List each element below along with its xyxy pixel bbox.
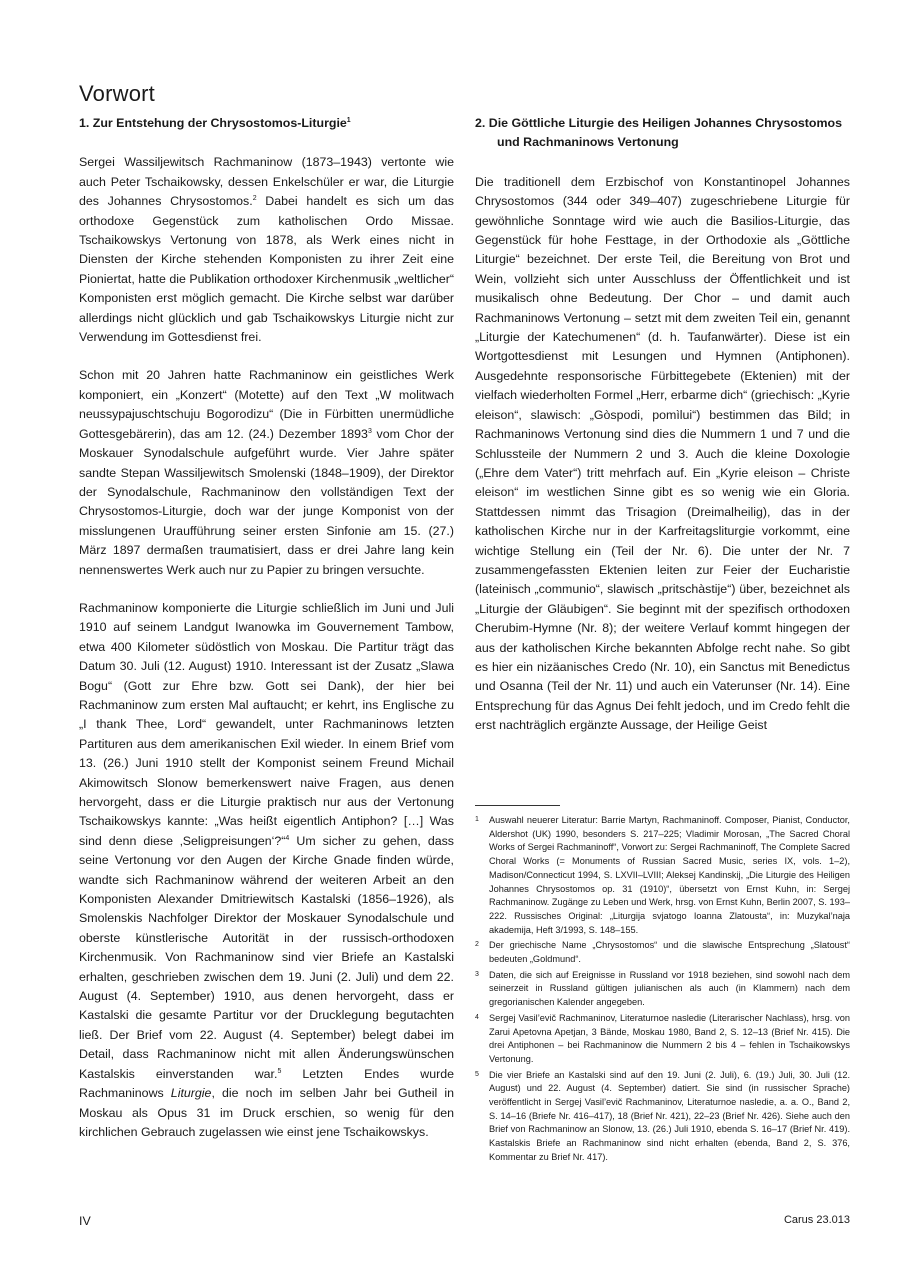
footnote-number: 4: [475, 1013, 479, 1021]
spacer: [79, 133, 454, 153]
page-title: Vorwort: [79, 80, 155, 106]
footnote: [475, 969, 850, 1010]
footnote-number: 5: [475, 1070, 479, 1078]
footnote-number: 3: [475, 970, 479, 978]
footnote: [475, 1069, 850, 1165]
work-title: Liturgie: [170, 1086, 212, 1101]
section-heading-2: 2. Die Göttliche Liturgie des Heiligen Johannes Chrysostomos und Rachmaninows Vertonung: [475, 116, 842, 150]
paragraph: [79, 599, 454, 1142]
footnote: [475, 939, 850, 966]
footnote: [475, 814, 850, 937]
footnotes: [475, 814, 850, 1167]
right-column: [475, 114, 850, 736]
paragraph: [79, 366, 454, 579]
footnote: [475, 1012, 850, 1067]
footnote-text: Sergej Vasil’evič Rachmaninov, Literaturnoe nasledie (Literarischer Nachlass), hrsg. von Zarui Apetovna Apetjan, 3 Bände, Moskau 1980, Band 2, S. 12–13 (Brief Nr. 415). Die drei Antiphonen – bei Rachmaninow die Nummern 2 bis 4 – fehlen in Tschaikowskys Vertonung.: [489, 1012, 850, 1064]
section-heading-1: [79, 114, 454, 133]
paragraph-text: Um sicher zu gehen, dass seine Vertonung vor den Augen der Kirche Gnade finden würde, wandte sich Rachmaninow während der weiteren Arbeit an den Komponisten Alexander Dmitriewitsch Kastalski (1856–1926), als Smolenskis Nachfolger Direktor der Moskauer Synodalschule und oberste künstlerische Autorität in der russisch-orthodoxen Kirchenmusik. Von Rachmaninow sind vier Briefe an Kastalski erhalten, geschrieben zwischen dem 19. Juni (2. Juli) und dem 22. August (4. September) 1910, aus denen hervorgeht, dass er Kastalski die gesamte Partitur vor der Drucklegung begutachten ließ. Der Brief vom 22. August (4. September) belegt dabei im Detail, dass Rachmaninow nicht mit allen Änderungswünschen Kastalskis einverstanden war.: [79, 833, 454, 1081]
publisher-catalog-number: Carus 23.013: [783, 1214, 850, 1226]
footnote-number: 2: [475, 941, 479, 949]
footnote-text: Die vier Briefe an Kastalski sind auf den 19. Juni (2. Juli), 6. (19.) Juli, 30. Juli (12. August) und 22. August (4. September) datiert. Sie sind (in russischer Sprache) veröffentlicht in Sergej Vasil’evič Rachmaninov, Literaturnoe nasledie, a. a. O., Band 2, S. 14–16 (Briefe Nr. 416–417), 18 (Brief Nr. 421), 22–23 (Brief Nr. 426). Siehe auch den Brief von Rachmaninow an Slonow, 13. (26.) Juli 1910, ebenda S. 16–17 (Brief Nr. 419). Kastalskis Briefe an Rachmaninow sind nicht erhalten (ebenda, Band 2, S. 376, Kommentar zu Brief Nr. 417).: [489, 1069, 850, 1162]
paragraph-text: Sergei Wassiljewitsch Rachmaninow (1873–1943) vertonte wie auch Peter Tschaikowsky, dessen Enkelschüler er war, die Liturgie des Johannes Chrysostomos.: [79, 155, 454, 209]
footnote-ref-2: 2: [252, 195, 257, 203]
footnote-text: Daten, die sich auf Ereignisse in Russland vor 1918 beziehen, sind sowohl nach dem seinerzeit in Russland gültigen julianischen als auch (in Klammern) nach dem gregorianischen Kalender angegeben.: [489, 969, 850, 1008]
paragraph: [79, 153, 454, 347]
paragraph-text: , die noch im selben Jahr bei Gutheil in Moskau als Opus 31 im Druck erschien, so wenig für den kirchlichen Gebrauch zugelassen wie einst jene Tschaikowskys.: [79, 1086, 455, 1139]
paragraph: Die traditionell dem Erzbischof von Konstantinopel Johannes Chrysostomos (344 oder 349–407) zugeschriebene Liturgie für gewöhnliche Sonntage wird wie auch die Basilios-Liturgie, das Gegenstück für hohe Festtage, in der Orthodoxie als „Göttliche Liturgie“ bezeichnet. Der erste Teil, die Bereitung von Brot und Wein, vollzieht sich unter Ausschluss der Öffentlichkeit und ist musikalisch ohne Bedeutung. Der Chor – und damit auch Rachmaninows Vertonung – setzt mit dem zweiten Teil ein, genannt „Liturgie der Katechumenen“ (d. h. Taufanwärter). Diese ist ein Wortgottesdienst mit Lesungen und Hymnen (Antiphonen). Ausgedehnte responsorische Fürbittegebete (Ektenien) mit der vielfach wiederholten Formel „Herr, erbarme dich“ (griechisch: „Kyrie eleison“, slawisch: „Gòspodi, pomìlui“) bestimmen das Bild; in Rachmaninows Vertonung sind dies die Nummern 1 und 7 und die Schlussteile der Nummern 2 und 3. Auch die kleine Doxologie („Ehre dem Vater“) tritt mehrfach auf. Ein „Kyrie eleison – Christe eleison“ im westlichen Sinne gibt es so wenig wie ein Gloria. Stattdessen nimmt das Trisagion (Dreimalheilig), das in der katholischen Kirche nur in der Karfreitagsliturgie vorkommt, eine wichtige Stellung ein (Teil der Nr. 6). Die unter der Nr. 7 zusammengefassten Ektenien leiten zur Feier der Eucharistie (lateinisch „communio“, slawisch „pritschàstije“) über, bezeichnet als „Liturgie der Gläubigen“. Sie beginnt mit der spezifisch orthodoxen Cherubim-Hymne (Nr. 8); der weitere Verlauf kommt hingegen der aus der katholischen Kirche bekannten Abfolge recht nahe. So gibt es hier ein nizäanisches Credo (Nr. 10), ein Sanctus mit Benedictus und Osanna (Teil der Nr. 11) und auch ein Vaterunser (Nr. 14). Eine Entsprechung für das Agnus Dei fehlt jedoch, und im Credo fehlt die erst nachträglich ergänzte Aussage, der Heilige Geist: [475, 174, 850, 733]
paragraph-text: Rachmaninow komponierte die Liturgie schließlich im Juni und Juli 1910 auf seinem Landgut Iwanowka im Gouvernement Tambow, etwa 400 Kilometer südöstlich von Moskau. Die Partitur trägt das Datum 30. Juli (12. August) 1910. Interessant ist der Zusatz „Slawa Bogu“ (Gott zur Ehre bzw. Gott sei Dank), der hier bei Rachmaninow zum ersten Mal auftaucht; er kehrt, ins Englische zu „I thank Thee, Lord“ gewandelt, unter Rachmaninows letzten Partituren aus dem amerikanischen Exil wieder. In einem Brief vom 13. (26.) Juni 1910 stellt der Komponist seinem Freund Michail Akimowitsch Slonow bemerkenswert naive Fragen, aus denen hervorgeht, dass er die Liturgie praktisch nur aus der Vertonung Tschaikowskys kannte: „Was heißt eigentlich Antiphon? […] Was sind denn diese ‚Seligpreisungen‘?“: [79, 600, 454, 848]
footnote-ref-3: 3: [367, 427, 372, 435]
paragraph-text: vom Chor der Moskauer Synodalschule aufgeführt wurde. Vier Jahre später sandte Stepan Wassiljewitsch Smolenski (1848–1909), der Direktor der Synodalschule, Rachmaninow den vollständigen Text der Chrysostomos-Liturgie, doch war der junge Komponist von der misslungenen Uraufführung seiner ersten Sinfonie am 15. (27.) März 1897 dermaßen traumatisiert, dass er drei Jahre lang kein nennenswertes Werk auch nur zu Papier zu bringen versuchte.: [79, 426, 454, 577]
footnote-ref-4: 4: [285, 834, 290, 842]
footnote-ref-1: 1: [346, 117, 351, 124]
footnote-ref-5: 5: [277, 1067, 282, 1075]
footnote-rule: [475, 805, 560, 806]
footnote-text: Der griechische Name „Chrysostomos“ und die slawische Entsprechung „Slatoust“ bedeuten „Goldmund“.: [489, 940, 850, 965]
section-heading-1-text: 1. Zur Entstehung der Chrysostomos-Liturgie: [79, 116, 347, 130]
left-column: [79, 114, 454, 1142]
paragraph-text: Letzten Endes wurde Rachmaninows: [79, 1066, 454, 1101]
footnote-number: 1: [475, 816, 479, 823]
paragraph-text: Schon mit 20 Jahren hatte Rachmaninow ein geistliches Werk komponiert, ein „Konzert“ (Motette) auf den Text „W molitwach neussypajuschtschuju Bogorodizu“ (Die in Fürbitten unermüdliche Gottesgebärerin), das am 12. (24.) Dezember 1893: [79, 368, 454, 441]
paragraph-text: Dabei handelt es sich um das orthodoxe Gegenstück zum katholischen Ordo Missae. Tschaikowskys Vertonung von 1878, als Werk eines nicht in Diensten der Kirche stehenden Komponisten zu ihrer Zeit eine Pioniertat, hatte die Publikation orthodoxer Kirchenmusik „weltlicher“ Komponisten erst möglich gemacht. Die Kirche selbst war darüber allerdings nicht glücklich und gab Tschaikowskys Liturgie nicht zur Verwendung im Gottesdienst frei.: [79, 194, 454, 345]
page-number: IV: [79, 1214, 91, 1228]
spacer: [475, 153, 850, 173]
footnote-text: Auswahl neuerer Literatur: Barrie Martyn, Rachmaninoff. Composer, Pianist, Conductor, Aldershot (UK) 1990, besonders S. 217–225; Vladimir Morosan, „The Sacred Choral Works of Sergei Rachmaninoff“, Vorwort zu: Sergei Rachmaninoff, The Complete Sacred Choral Works (= Monuments of Russian Sacred Music, series IX, vols. 1–2), Madison/Connecticut 1994, S. LXVII–LVIII; Aleksej Kandinskij, „Die Liturgie des Heiligen Johannes Chrysostomos op. 31 (1910)“, übersetzt von Ernst Kuhn, in: Sergej Rachmaninow. Zugänge zu Leben und Werk, hrsg. von Ernst Kuhn, Berlin 2007, S. 193–222. Russisches Original: „Liturgija svjatogo Ioanna Zlatousta“, in: Muzykal’naja akademija, Heft 3/1993, S. 148–155.: [489, 815, 850, 935]
